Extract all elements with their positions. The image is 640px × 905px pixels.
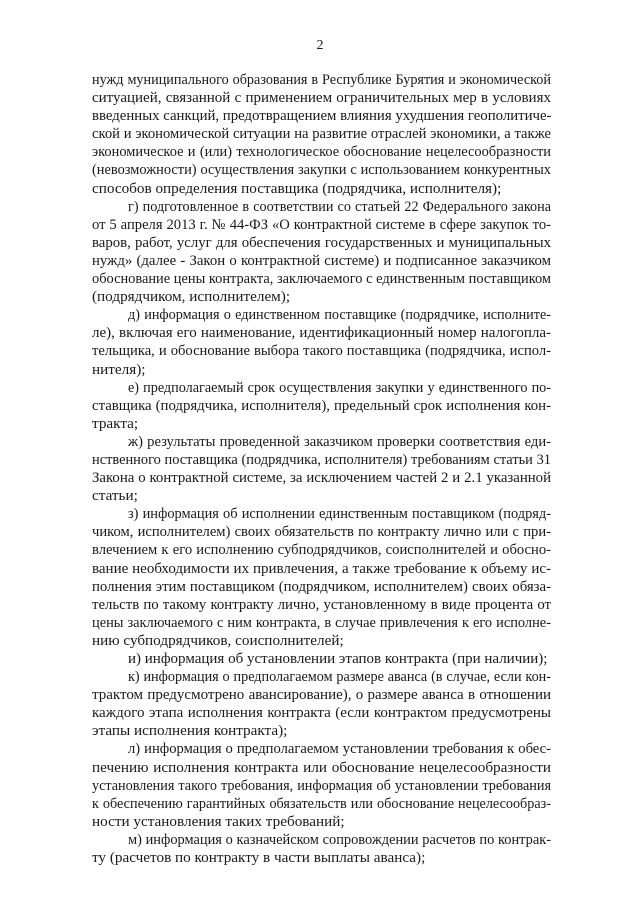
text-line: тельств по такому контракту лично, установленному в виде процента от: [92, 596, 551, 613]
paragraph: [92, 831, 551, 867]
text-line: к) информация о предполагаемом размере аванса (в случае, если кон-: [128, 669, 551, 686]
text-line: д) информация о единственном поставщике (подрядчике, исполните-: [128, 307, 551, 324]
paragraph: [92, 71, 551, 198]
paragraph: [92, 379, 551, 433]
text-line: Закона о контрактной системе, за исключением частей 2 и 2.1 указанной: [92, 470, 551, 487]
text-line: цены заключаемого с ним контракта, в случае привлечения к его исполне-: [92, 614, 551, 631]
text-line: варов, работ, услуг для обеспечения государственных и муниципальных: [92, 234, 551, 251]
text-line: ставщика (подрядчика, исполнителя), предельный срок исполнения кон-: [92, 397, 551, 414]
text-line: полнения этим поставщиком (подрядчиком, исполнителем) своих обяза-: [92, 578, 551, 595]
text-line: от 5 апреля 2013 г. № 44-ФЗ «О контрактной системе в сфере закупок то-: [92, 216, 551, 233]
paragraph: [92, 505, 551, 650]
text-line: влечением к его исполнению субподрядчиков, соисполнителей и обосно-: [92, 542, 551, 559]
text-line: статьи;: [92, 487, 138, 505]
text-line: вание необходимости их привлечения, а также требование к объему ис-: [92, 560, 551, 577]
text-line: е) предполагаемый срок осуществления закупки у единственного по-: [128, 379, 551, 396]
text-line: нию субподрядчиков, соисполнителей;: [92, 631, 344, 649]
text-line: способов определения поставщика (подрядчика, исполнителя);: [92, 179, 502, 197]
text-line: чиком, исполнителем) своих обязательств по контракту лично или с при-: [92, 524, 551, 541]
paragraph: [92, 306, 551, 378]
text-line: нственного поставщика (подрядчика, исполнителя) требованиям статьи 31: [92, 451, 551, 468]
text-line: установления такого требования, информация об установлении требования: [92, 777, 551, 794]
text-line: нителя);: [92, 360, 146, 378]
document-body: [92, 71, 551, 867]
paragraph: [92, 433, 551, 505]
text-line: ской и экономической ситуации на развитие отраслей экономики, а также: [92, 126, 551, 143]
text-line: тракта;: [92, 414, 139, 432]
page-number: 2: [316, 38, 324, 53]
text-line: этапы исполнения контракта);: [92, 722, 288, 740]
text-line: ности установления таких требований;: [92, 812, 345, 830]
text-line: и) информация об установлении этапов контракта (при наличии);: [128, 651, 548, 667]
text-line: ситуацией, связанной с применением ограничительных мер в условиях: [92, 90, 551, 107]
text-line: обоснование цены контракта, заключаемого с единственным поставщиком: [92, 271, 551, 288]
text-line: ле), включая его наименование, идентификационный номер налогопла-: [92, 325, 551, 342]
text-line: каждого этапа исполнения контракта (если контрактом предусмотрены: [92, 705, 551, 722]
paragraph: [92, 650, 551, 668]
text-line: (подрядчиком, исполнителем);: [92, 288, 291, 306]
paragraph: [92, 740, 551, 830]
text-line: з) информация об исполнении единственным поставщиком (подряд-: [128, 506, 551, 523]
text-line: к обеспечению гарантийных обязательств или обоснование нецелесообраз-: [92, 795, 551, 812]
text-line: экономическое и (или) технологическое обоснование нецелесообразности: [92, 144, 551, 161]
text-line: ту (расчетов по контракту в части выплаты аванса);: [92, 849, 426, 867]
text-line: трактом предусмотрено авансирование), о размере аванса в отношении: [92, 687, 551, 704]
text-line: тельщика, и обоснование выбора такого поставщика (подрядчика, испол-: [92, 343, 551, 360]
text-line: печению исполнения контракта или обоснование нецелесообразности: [92, 758, 551, 776]
text-line: ж) результаты проведенной заказчиком проверки соответствия еди-: [128, 433, 551, 450]
text-line: л) информация о предполагаемом установлении требования к обес-: [128, 741, 551, 758]
text-line: нужд муниципального образования в Республике Бурятия и экономической: [92, 72, 551, 88]
text-line: г) подготовленное в соответствии со статьей 22 Федерального закона: [128, 198, 551, 215]
text-line: (невозможности) осуществления закупки с использованием конкурентных: [92, 162, 551, 179]
text-line: введенных санкций, предотвращением влияния ухудшения геополитиче-: [92, 108, 552, 125]
text-line: м) информация о казначейском сопровождении расчетов по контрак-: [128, 831, 551, 848]
text-line: нужд» (далее - Закон о контрактной системе) и подписанное заказчиком: [92, 252, 551, 269]
paragraph: [92, 668, 551, 740]
paragraph: [92, 198, 551, 307]
